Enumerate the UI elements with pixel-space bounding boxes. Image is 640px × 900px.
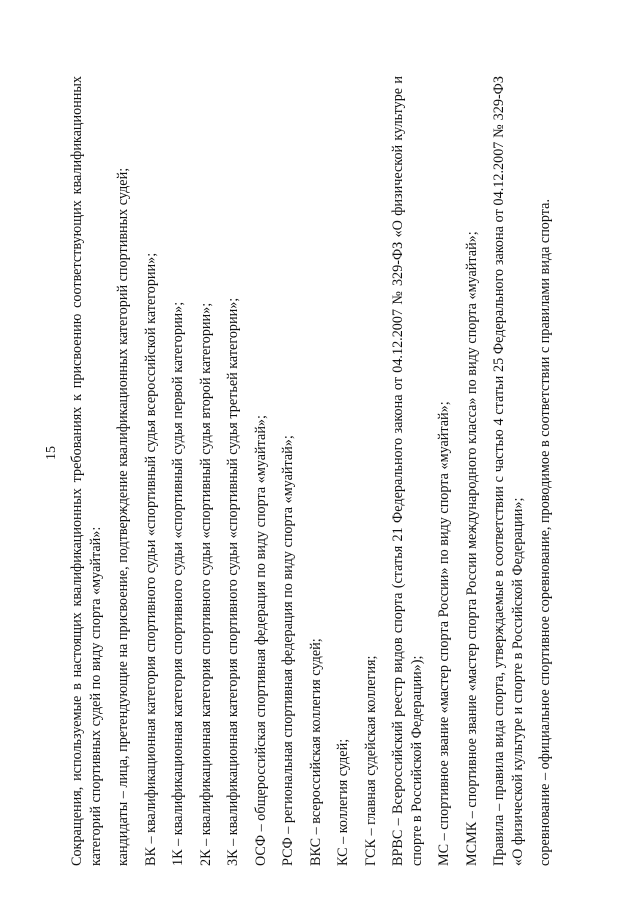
paragraph-1k: 1К – квалификационная категория спортивного судьи «спортивный судья первой категории»; [170, 301, 186, 866]
paragraph-vrvs: ВРВС – Всероссийский реестр видов спорта (статья 21 Федерального закона от 04.12.2007 № 329-ФЗ «О физической культуре и спорте в Российской Федерации»); [390, 76, 425, 866]
paragraph-vk: ВК – квалификационная категория спортивного судьи «спортивный судья всероссийской категории»; [142, 252, 159, 866]
paragraph-candidates: кандидаты – лица, претендующие на присвоение, подтверждение квалификационных категорий спортивных судей; [115, 167, 131, 866]
paragraph-2k: 2К – квалификационная категория спортивного судьи «спортивный судья второй категории»; [197, 302, 214, 866]
paragraph-intro: Сокращения, используемые в настоящих квалификационных требованиях к присвоению соответствующих квалификационных категорий спортивных судей по виду спорта «муайтай»: [69, 76, 104, 866]
paragraph-rsf: РСФ – региональная спортивная федерация по виду спорта «муайтай»; [280, 435, 296, 866]
paragraph-3k: 3К – квалификационная категория спортивного судьи «спортивный судья третьей категории»; [225, 297, 241, 866]
paragraph-competition: соревнование – официальное спортивное соревнование, проводимое в соответствии с правилами вида спорта. [537, 198, 553, 866]
paragraph-osf: ОСФ – общероссийская спортивная федерация по виду спорта «муайтай»; [252, 415, 269, 866]
page-number: 15 [44, 446, 59, 460]
paragraph-ks: КС – коллегия судей; [335, 738, 351, 866]
paragraph-msmk: МСМК – спортивное звание «мастер спорта России международного класса» по виду спорта «муайтай»; [463, 231, 480, 866]
paragraph-gsk: ГСК – главная судейская коллегия; [362, 655, 379, 866]
document-body [68, 76, 564, 866]
paragraph-vks: ВКС – всероссийская коллегия судей; [307, 638, 324, 866]
paragraph-ms: МС – спортивное звание «мастер спорта России» по виду спорта «муайтай»; [436, 401, 452, 866]
paragraph-rules: Правила – правила вида спорта, утверждаемые в соответствии с частью 4 статьи 25 Федерального закона от 04.12.2007 № 329-ФЗ «О физической культуре и спорте в Российской Федерации»; [491, 76, 526, 866]
